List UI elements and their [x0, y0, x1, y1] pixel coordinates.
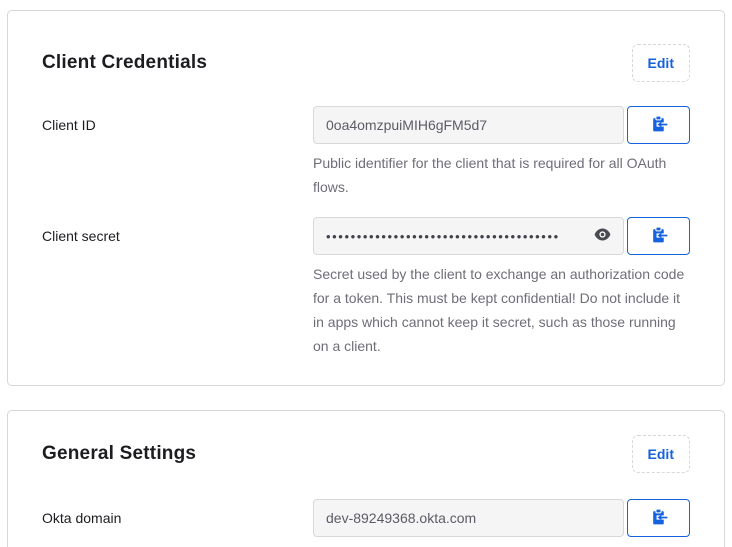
client-id-row — [42, 106, 690, 199]
okta-domain-value: dev-89249368.okta.com — [326, 510, 477, 526]
panel-header — [42, 434, 690, 474]
client-id-value: 0oa4omzpuiMIH6gFM5d7 — [326, 117, 488, 133]
okta-domain-row — [42, 499, 690, 537]
clipboard-copy-icon — [650, 226, 668, 247]
client-secret-input[interactable] — [313, 217, 624, 255]
okta-domain-field-group — [313, 499, 690, 537]
okta-domain-label: Okta domain — [42, 510, 122, 526]
panel-title: Client Credentials — [42, 52, 208, 73]
clipboard-copy-icon — [650, 115, 668, 136]
client-secret-masked-value: •••••••••••••••••••••••••••••••••••••• — [326, 228, 560, 244]
client-id-input[interactable] — [313, 106, 624, 144]
panel-title: General Settings — [42, 443, 197, 464]
copy-okta-domain-button[interactable] — [627, 499, 690, 537]
client-id-help-text: Public identifier for the client that is required for all OAuth flows. — [313, 155, 667, 195]
reveal-secret-button[interactable] — [588, 228, 611, 244]
edit-button[interactable]: Edit — [632, 435, 690, 473]
okta-domain-input[interactable] — [313, 499, 624, 537]
client-secret-label: Client secret — [42, 228, 120, 244]
eye-icon — [594, 228, 611, 244]
client-secret-help-text: Secret used by the client to exchange an authorization code for a token. This must be kept confidential! Do not include it in apps which cannot keep it secret, such as those running on a client. — [313, 266, 685, 354]
panel-header — [42, 43, 690, 83]
copy-client-secret-button[interactable] — [627, 217, 690, 255]
client-id-field-group — [313, 106, 690, 199]
client-secret-field-group — [313, 217, 690, 358]
copy-client-id-button[interactable] — [627, 106, 690, 144]
panel-general-settings — [7, 410, 725, 547]
client-id-label: Client ID — [42, 117, 96, 133]
edit-button[interactable]: Edit — [632, 44, 690, 82]
client-secret-row — [42, 217, 690, 358]
clipboard-copy-icon — [650, 508, 668, 529]
panel-client-credentials — [7, 10, 725, 386]
